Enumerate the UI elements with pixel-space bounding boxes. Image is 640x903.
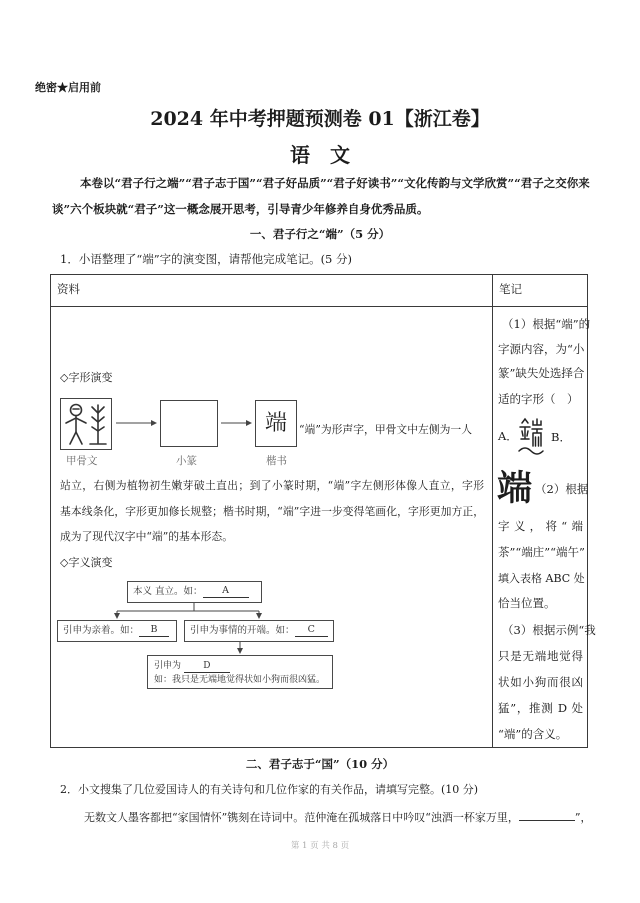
meaning-root-text: 本义 直立。如： bbox=[133, 586, 203, 598]
stage-label-oracle: 甲骨文 bbox=[66, 455, 98, 467]
meaning-leaf-example: 如：我只是无端地觉得状如小狗而很凶猛。 bbox=[154, 675, 326, 685]
blank-c: C bbox=[295, 625, 328, 637]
meaning-right-branch-box bbox=[184, 620, 334, 642]
meaning-left-branch-box bbox=[57, 620, 177, 642]
shape-evolution-heading: ◇字形演变 bbox=[60, 371, 113, 384]
subject-title: 语 文 bbox=[290, 143, 350, 167]
small-seal-missing-glyph-box bbox=[160, 400, 218, 447]
oracle-bone-glyph-image bbox=[60, 398, 112, 450]
question-1-stem: 1．小语整理了“端”字的演变图，请帮他完成笔记。(5 分) bbox=[60, 252, 353, 266]
note-line: 字义，将“端 bbox=[498, 519, 583, 533]
intro-line: 本卷以“君子行之端”“君子志于国”“君子好品质”“君子好读书”“文化传韵与文学欣赏”“君子之交你来 bbox=[80, 176, 590, 190]
note-line: 猛”，推测 D 处 bbox=[498, 701, 583, 715]
blank-b: B bbox=[139, 625, 169, 637]
option-b-label: B． bbox=[551, 430, 571, 444]
note-line: 只是无端地觉得 bbox=[498, 649, 583, 663]
note-line: 填入表格 ABC 处 bbox=[498, 572, 585, 585]
table-column-divider bbox=[492, 274, 493, 748]
column-header-notes: 笔记 bbox=[499, 282, 522, 296]
paper-title: 2024 年中考押题预测卷 01【浙江卷】 bbox=[150, 108, 490, 130]
option-a-label: A． bbox=[498, 429, 518, 443]
meaning-leaf-line bbox=[154, 659, 326, 673]
meaning-evolution-heading: ◇字义演变 bbox=[60, 556, 113, 569]
option-a-seal-glyph-icon bbox=[517, 417, 545, 455]
note-line: 恰当位置。 bbox=[498, 596, 556, 610]
meaning-leaf-box bbox=[147, 655, 333, 689]
note-line: 茶”“端庄”“端午” bbox=[498, 545, 585, 559]
page-number: 第 1 页 共 8 页 bbox=[290, 841, 350, 851]
note-line: 适的字形（ ） bbox=[498, 392, 579, 406]
shape-evolution-text-line: “端”为形声字，甲骨文中左侧为一人 bbox=[299, 423, 472, 436]
question-2-passage bbox=[84, 810, 592, 823]
stage-label-small-seal: 小篆 bbox=[176, 455, 197, 467]
meaning-root-box bbox=[127, 581, 262, 603]
passage-text: 无数文人墨客都把“家国情怀”镌刻在诗词中。范仲淹在孤城落日中吟叹“浊酒一杯家万里， bbox=[84, 811, 519, 824]
kaishu-glyph-box: 端 bbox=[255, 400, 297, 447]
column-header-material: 资料 bbox=[57, 282, 80, 296]
fill-in-blank bbox=[519, 810, 575, 821]
section-heading: 二、君子志于“国”（10 分） bbox=[245, 757, 395, 771]
note-line: （1）根据“端”的 bbox=[502, 317, 591, 331]
meaning-leaf-text: 引申为 bbox=[154, 661, 182, 671]
passage-text-end: ”， bbox=[574, 811, 592, 824]
note-line: “端”的含义。 bbox=[498, 727, 568, 741]
option-b-calligraphy-glyph: 端 bbox=[497, 468, 533, 509]
note-line: 状如小狗而很凶 bbox=[498, 675, 583, 689]
meaning-right-branch-text: 引申为事情的开端。如： bbox=[190, 625, 295, 637]
confidential-label: 绝密★启用前 bbox=[35, 81, 101, 94]
note-line: 篆”缺失处选择合 bbox=[498, 366, 585, 380]
table-header-divider bbox=[50, 306, 588, 307]
oracle-bone-duan-icon bbox=[61, 399, 111, 449]
note-line: 字源内容，为“小 bbox=[498, 342, 585, 356]
blank-a: A bbox=[203, 586, 249, 598]
meaning-left-branch-text: 引申为亲着。如： bbox=[63, 625, 140, 637]
note-line: （2）根据 bbox=[535, 482, 589, 496]
blank-d: D bbox=[184, 662, 230, 673]
shape-evolution-text-line: 基本线条化，字形更加修长规整；楷书时期，“端”字进一步变得笔画化，字形更加方正， bbox=[60, 505, 484, 518]
note-line: （3）根据示例“我 bbox=[502, 623, 596, 637]
section-heading: 一、君子行之“端”（5 分） bbox=[249, 227, 391, 241]
intro-line: 谈”六个板块就“君子”这一概念展开思考，引导青少年修养自身优秀品质。 bbox=[52, 202, 429, 216]
question-2-stem: 2．小文搜集了几位爱国诗人的有关诗句和几位作家的有关作品，请填写完整。(10 分) bbox=[60, 783, 479, 796]
shape-evolution-text-line: 站立，右侧为植物初生嫩芽破土直出；到了小篆时期，“端”字左侧形体像人直立，字形 bbox=[60, 479, 484, 492]
stage-label-kaishu: 楷书 bbox=[266, 455, 287, 467]
shape-evolution-text-line: 成为了现代汉字中“端”的基本形态。 bbox=[60, 530, 233, 543]
